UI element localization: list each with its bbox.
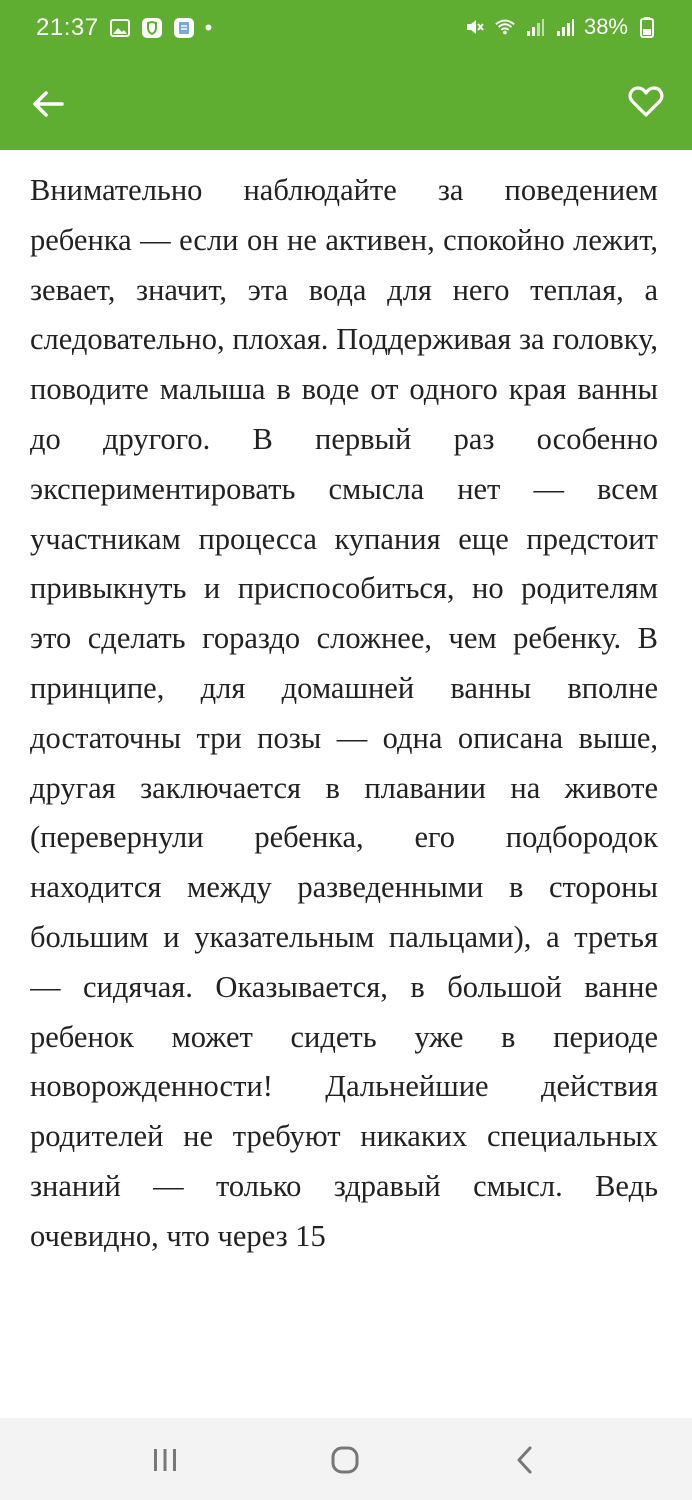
system-navigation-bar xyxy=(0,1418,692,1500)
wifi-icon xyxy=(494,16,516,38)
recent-apps-icon xyxy=(151,1447,179,1473)
signal-icon xyxy=(554,16,576,38)
recent-apps-button[interactable] xyxy=(143,1440,187,1480)
battery-percentage: 38% xyxy=(583,14,628,39)
arrow-left-icon xyxy=(32,90,64,118)
system-back-button[interactable] xyxy=(503,1440,547,1480)
notification-dot-icon: • xyxy=(204,15,213,40)
back-icon xyxy=(514,1445,536,1475)
heart-outline-icon xyxy=(628,86,664,118)
home-button[interactable] xyxy=(323,1440,367,1480)
status-bar xyxy=(0,0,692,56)
app-bar xyxy=(0,56,692,150)
status-time: 21:37 xyxy=(36,14,99,41)
favorite-button[interactable] xyxy=(626,82,666,122)
article-text: Внимательно наблюдайте за поведением ребенка — если он не активен, спокойно лежит, зевает, значит, эта вода для него теплая, а следовательно, плохая. Поддерживая за головку, поводите малыша в воде от одного края ванны до другого. В первый раз особенно экспериментировать смысла нет — всем участникам процесса купания еще предстоит привыкнуть и приспособиться, но родителям это сделать гораздо сложнее, чем ребенку. В принципе, для домашней ванны вполне достаточны три позы — одна описана выше, другая заключается в плавании на животе (перевернули ребенка, его подбородок находится между разведенными в стороны большим и указательным пальцами), а третья — сидячая. Оказывается, в большой ванне ребенок может сидеть уже в периоде новорожденности! Дальнейшие действия родителей не требуют никаких специальных знаний — только здравый смысл. Ведь очевидно, что через 15 xyxy=(30,173,658,1253)
home-icon xyxy=(330,1445,360,1475)
status-bar-left xyxy=(36,14,212,42)
article-content[interactable] xyxy=(30,166,658,1416)
mute-icon xyxy=(464,16,486,38)
status-bar-right xyxy=(464,14,658,40)
doc-app-icon xyxy=(173,17,195,39)
gallery-icon xyxy=(109,17,131,39)
shield-app-icon xyxy=(141,17,163,39)
signal-icon xyxy=(524,16,546,38)
battery-icon xyxy=(636,16,658,38)
back-button[interactable] xyxy=(28,84,68,124)
